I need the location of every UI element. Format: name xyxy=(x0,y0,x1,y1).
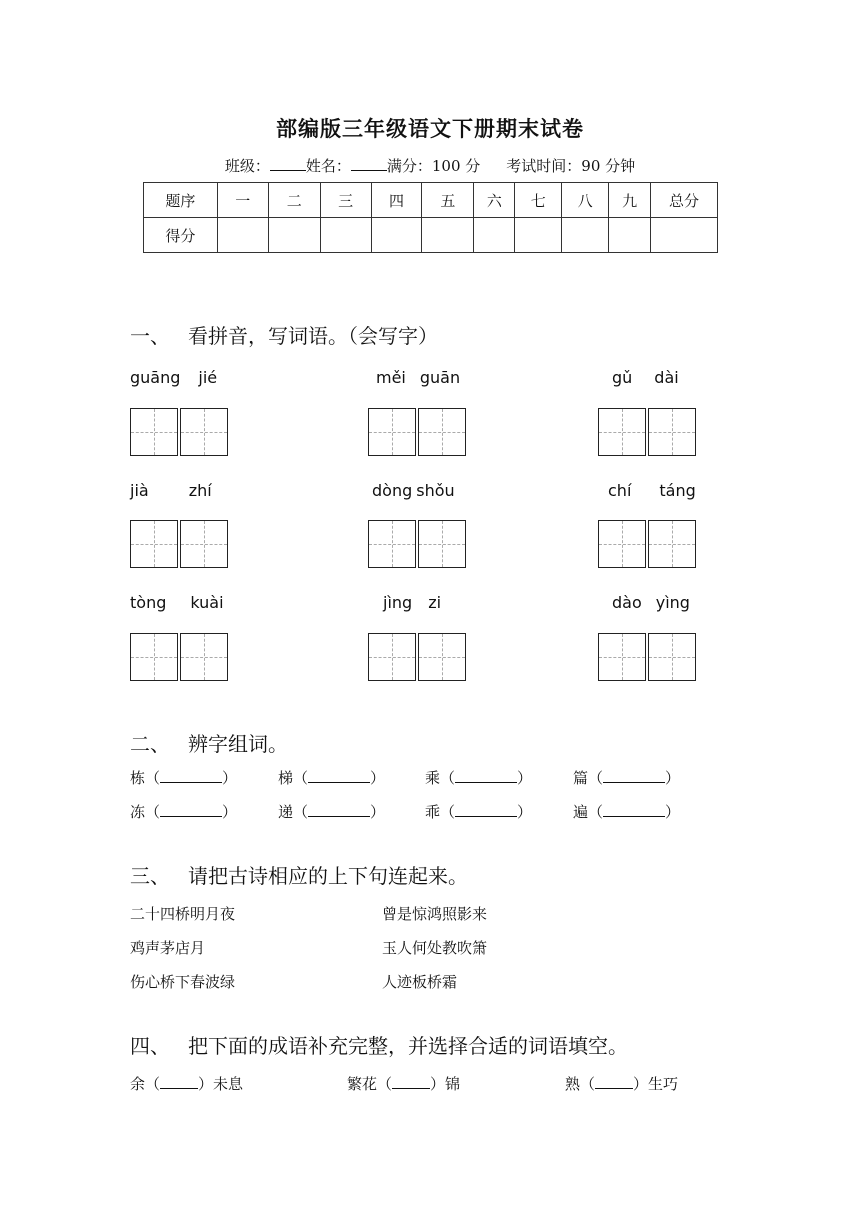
section-title: 辨字组词。 xyxy=(188,732,288,756)
score-cell[interactable] xyxy=(474,218,515,253)
word-group-item: 乖（ ） xyxy=(425,803,533,821)
answer-blank[interactable] xyxy=(308,768,370,783)
section-1-heading xyxy=(130,320,438,349)
answer-blank[interactable] xyxy=(603,768,665,783)
writing-box[interactable] xyxy=(598,408,646,456)
pinyin-label: jìng zi xyxy=(383,593,442,612)
word-group-item: 栋（ ） xyxy=(130,769,238,787)
answer-blank[interactable] xyxy=(160,802,222,817)
header-cell: 四 xyxy=(371,183,422,218)
word-group-item: 乘（ ） xyxy=(425,769,533,787)
header-cell: 二 xyxy=(268,183,320,218)
writing-box[interactable] xyxy=(598,520,646,568)
writing-box[interactable] xyxy=(648,520,696,568)
answer-blank[interactable] xyxy=(455,768,517,783)
score-cell[interactable] xyxy=(515,218,562,253)
score-cell[interactable] xyxy=(320,218,371,253)
word-group-item: 递（ ） xyxy=(278,803,386,821)
answer-blank[interactable] xyxy=(160,1074,198,1089)
section-2-heading xyxy=(130,728,288,757)
idiom-item: 繁花（ ）锦 xyxy=(347,1075,461,1093)
header-cell: 八 xyxy=(562,183,609,218)
pinyin-label: dòng shǒu xyxy=(372,481,455,500)
header-cell: 六 xyxy=(474,183,515,218)
word-group-item: 冻（ ） xyxy=(130,803,238,821)
exam-info xyxy=(0,155,860,176)
pinyin-label: měi guān xyxy=(376,368,461,387)
page-title: 部编版三年级语文下册期末试卷 xyxy=(276,116,584,141)
class-label: 班级： xyxy=(224,157,270,175)
writing-box[interactable] xyxy=(180,408,228,456)
writing-box[interactable] xyxy=(180,520,228,568)
score-cell[interactable] xyxy=(609,218,651,253)
writing-box[interactable] xyxy=(418,520,466,568)
writing-box[interactable] xyxy=(130,408,178,456)
writing-box[interactable] xyxy=(130,520,178,568)
answer-blank[interactable] xyxy=(603,802,665,817)
section-number: 三、 xyxy=(130,864,170,888)
writing-box[interactable] xyxy=(180,633,228,681)
full-score: 满分：100 分 xyxy=(386,157,481,175)
name-label: 姓名： xyxy=(305,157,351,175)
exam-time: 考试时间：90 分钟 xyxy=(506,157,636,175)
answer-blank[interactable] xyxy=(308,802,370,817)
idiom-item: 熟（ ）生巧 xyxy=(565,1075,679,1093)
pinyin-label: chí táng xyxy=(608,481,696,500)
poem-line-left[interactable]: 二十四桥明月夜 xyxy=(130,905,236,923)
word-group-item: 篇（ ） xyxy=(573,769,681,787)
section-number: 一、 xyxy=(130,324,170,348)
score-cell[interactable] xyxy=(268,218,320,253)
writing-box[interactable] xyxy=(368,520,416,568)
pinyin-label: guāng jié xyxy=(130,368,218,387)
header-cell: 七 xyxy=(515,183,562,218)
score-table-score-row xyxy=(144,218,718,253)
class-blank[interactable] xyxy=(270,156,306,171)
section-number: 二、 xyxy=(130,732,170,756)
section-3-heading xyxy=(130,860,468,889)
pinyin-label: tòng kuài xyxy=(130,593,224,612)
section-title: 请把古诗相应的上下句连起来。 xyxy=(188,864,468,888)
writing-box[interactable] xyxy=(648,408,696,456)
score-table xyxy=(143,182,718,253)
score-table-header-row xyxy=(144,183,718,218)
score-cell[interactable] xyxy=(217,218,268,253)
score-cell[interactable] xyxy=(651,218,718,253)
answer-blank[interactable] xyxy=(160,768,222,783)
header-cell: 三 xyxy=(320,183,371,218)
pinyin-label: dào yìng xyxy=(612,593,690,612)
pinyin-label: gǔ dài xyxy=(612,368,679,387)
writing-box[interactable] xyxy=(368,633,416,681)
score-cell[interactable] xyxy=(562,218,609,253)
header-cell: 九 xyxy=(609,183,651,218)
score-row-label: 得分 xyxy=(144,218,218,253)
word-group-item: 梯（ ） xyxy=(278,769,386,787)
pinyin-label: jià zhí xyxy=(130,481,212,500)
writing-box[interactable] xyxy=(418,633,466,681)
poem-line-left[interactable]: 伤心桥下春波绿 xyxy=(130,973,236,991)
writing-box[interactable] xyxy=(648,633,696,681)
header-cell: 一 xyxy=(217,183,268,218)
score-cell[interactable] xyxy=(422,218,474,253)
header-cell: 总分 xyxy=(651,183,718,218)
answer-blank[interactable] xyxy=(392,1074,430,1089)
answer-blank[interactable] xyxy=(595,1074,633,1089)
score-cell[interactable] xyxy=(371,218,422,253)
header-cell: 五 xyxy=(422,183,474,218)
header-cell: 题序 xyxy=(144,183,218,218)
section-title: 把下面的成语补充完整，并选择合适的词语填空。 xyxy=(188,1034,628,1058)
section-number: 四、 xyxy=(130,1034,170,1058)
poem-line-right[interactable]: 曾是惊鸿照影来 xyxy=(382,905,488,923)
section-4-heading xyxy=(130,1030,628,1059)
section-title: 看拼音，写词语。（会写字） xyxy=(188,324,438,348)
writing-box[interactable] xyxy=(418,408,466,456)
writing-box[interactable] xyxy=(130,633,178,681)
writing-box[interactable] xyxy=(368,408,416,456)
name-blank[interactable] xyxy=(351,156,387,171)
poem-line-right[interactable]: 人迹板桥霜 xyxy=(382,973,458,991)
word-group-item: 遍（ ） xyxy=(573,803,681,821)
answer-blank[interactable] xyxy=(455,802,517,817)
writing-box[interactable] xyxy=(598,633,646,681)
poem-line-left[interactable]: 鸡声茅店月 xyxy=(130,939,206,957)
idiom-item: 余（ ）未息 xyxy=(130,1075,244,1093)
poem-line-right[interactable]: 玉人何处教吹箫 xyxy=(382,939,488,957)
